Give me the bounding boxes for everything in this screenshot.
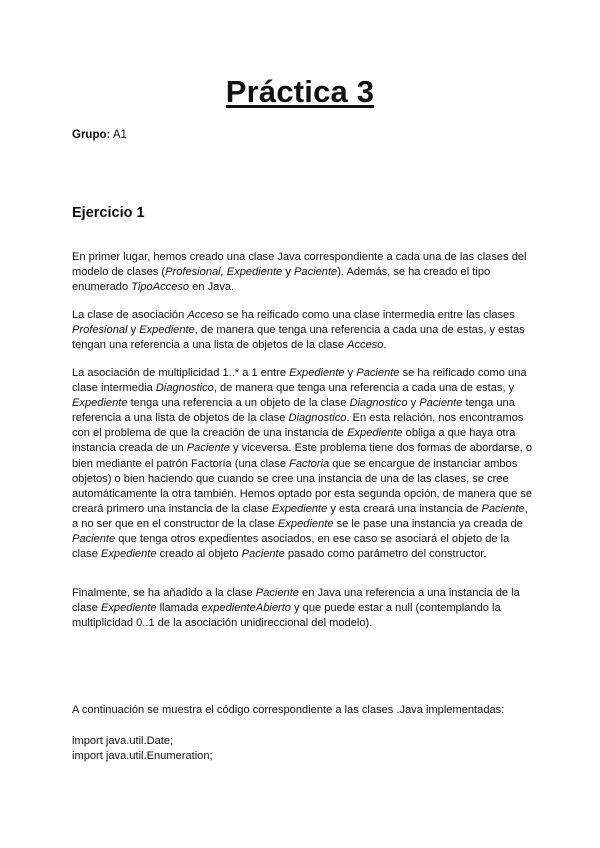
italic-run: Expediente bbox=[139, 324, 195, 337]
text-run: llamada bbox=[156, 602, 202, 615]
paragraph-intro bbox=[72, 250, 534, 295]
section-heading: Ejercicio 1 bbox=[72, 205, 145, 221]
text-run: A continuación se muestra el código correspondiente a las clases .Java implementadas: bbox=[72, 704, 505, 716]
text-run: y esta creará una instancia de bbox=[327, 502, 482, 515]
text-run: que se encargue de instanciar ambos objetos) o bien haciendo que cuando se cree una instancia de una de las clases, se cree automáticamente la otra también. Hemos optado por esta segunda opción, de manera que se creará primero una instancia de la clase bbox=[72, 457, 533, 515]
text-run: pasado como parámetro del constructor. bbox=[284, 548, 487, 561]
text-run: y viceversa. Este problema tiene dos formas de abordarse, o bien mediante el patrón Factoría (una clase bbox=[72, 442, 533, 470]
italic-run: Expediente bbox=[100, 548, 157, 561]
italic-run: Expediente bbox=[289, 367, 345, 379]
group-line bbox=[72, 129, 127, 141]
italic-run: Paciente bbox=[356, 367, 400, 379]
text-run: , de manera que tenga una referencia a cada una de estas, y estas tengan una referencia a una lista de objetos de la clase bbox=[72, 324, 525, 352]
italic-run: Factoria bbox=[289, 457, 330, 470]
paragraph-diagnostico bbox=[72, 366, 534, 562]
italic-run: Paciente bbox=[419, 397, 463, 410]
page-title: Práctica 3 bbox=[225, 74, 375, 109]
italic-run: Paciente bbox=[186, 442, 230, 455]
italic-run: Diagnostico bbox=[349, 397, 408, 410]
text-run: La asociación de multiplicidad 1..* a 1 entre bbox=[72, 367, 290, 379]
text-run: y que puede estar a null (contemplando la multiplicidad 0..1 de la asociación unidireccional del modelo). bbox=[72, 602, 501, 630]
text-run: La clase de asociación bbox=[72, 309, 188, 321]
text-run: y bbox=[282, 266, 295, 279]
italic-run: Diagnostico bbox=[288, 412, 347, 425]
text-run: en Java una referencia a una instancia de la clase bbox=[72, 587, 520, 615]
italic-run: expedienteAbierto bbox=[201, 602, 291, 615]
italic-run: TipoAcceso bbox=[131, 281, 190, 294]
code-line: import java.util.Date; bbox=[72, 735, 174, 747]
text-run: se ha reificado como una clase intermedia entre las clases bbox=[223, 309, 515, 321]
italic-run: Profesional bbox=[72, 324, 128, 337]
text-run: ). Además, se ha creado el tipo enumerado bbox=[72, 266, 491, 294]
italic-run: Profesional, Expediente bbox=[165, 266, 283, 279]
text-run: y bbox=[407, 397, 420, 410]
group-label: Grupo: bbox=[72, 129, 111, 141]
italic-run: Paciente bbox=[481, 502, 525, 515]
text-run: y bbox=[344, 367, 357, 379]
paragraph-finalmente bbox=[72, 586, 534, 631]
italic-run: Expediente bbox=[347, 427, 403, 440]
text-run: En primer lugar, hemos creado una clase Java correspondiente a cada una de las clases del modelo de clases ( bbox=[72, 251, 527, 279]
text-run: en Java. bbox=[189, 281, 235, 294]
text-run: . bbox=[383, 339, 387, 352]
text-run: , de manera que tenga una referencia a cada una de estas, y bbox=[213, 382, 515, 395]
italic-run: Expediente bbox=[277, 517, 334, 530]
text-run: obliga a que haya otra instancia creada de un bbox=[72, 427, 516, 455]
group-value: A1 bbox=[112, 129, 127, 141]
text-run: que tenga otros expedientes asociados, en ese caso se asociará el objeto de la clase bbox=[72, 533, 510, 561]
italic-run: Paciente bbox=[72, 533, 116, 546]
text-run: creado al objeto bbox=[156, 548, 242, 561]
italic-run: Paciente bbox=[255, 587, 299, 599]
paragraph-codigo-intro bbox=[72, 703, 534, 718]
text-run: , a no ser que en el constructor de la clase bbox=[72, 502, 528, 530]
paragraph-acceso bbox=[72, 308, 534, 353]
italic-run: Acceso bbox=[187, 309, 224, 321]
italic-run: Expediente bbox=[72, 397, 128, 410]
text-run: se ha reificado como una clase intermedia bbox=[72, 367, 527, 395]
text-run: tenga una referencia a una lista de objetos de la clase bbox=[72, 397, 515, 425]
text-run: tenga una referencia a un objeto de la clase bbox=[127, 397, 350, 410]
text-run: . En esta relación, nos encontramos con el problema de que la creación de una instancia de bbox=[72, 412, 524, 440]
text-run: se le pase una instancia ya creada de bbox=[333, 517, 523, 530]
italic-run: Expediente bbox=[100, 602, 157, 615]
text-run: y bbox=[127, 324, 140, 337]
italic-run: Paciente bbox=[241, 548, 285, 561]
italic-run: Acceso bbox=[347, 339, 384, 352]
text-run: Finalmente, se ha añadido a la clase bbox=[72, 587, 256, 599]
italic-run: Expediente bbox=[271, 502, 328, 515]
italic-run: Diagnostico bbox=[155, 382, 214, 395]
italic-run: Paciente bbox=[294, 266, 338, 279]
code-line: import java.util.Enumeration; bbox=[72, 750, 213, 762]
